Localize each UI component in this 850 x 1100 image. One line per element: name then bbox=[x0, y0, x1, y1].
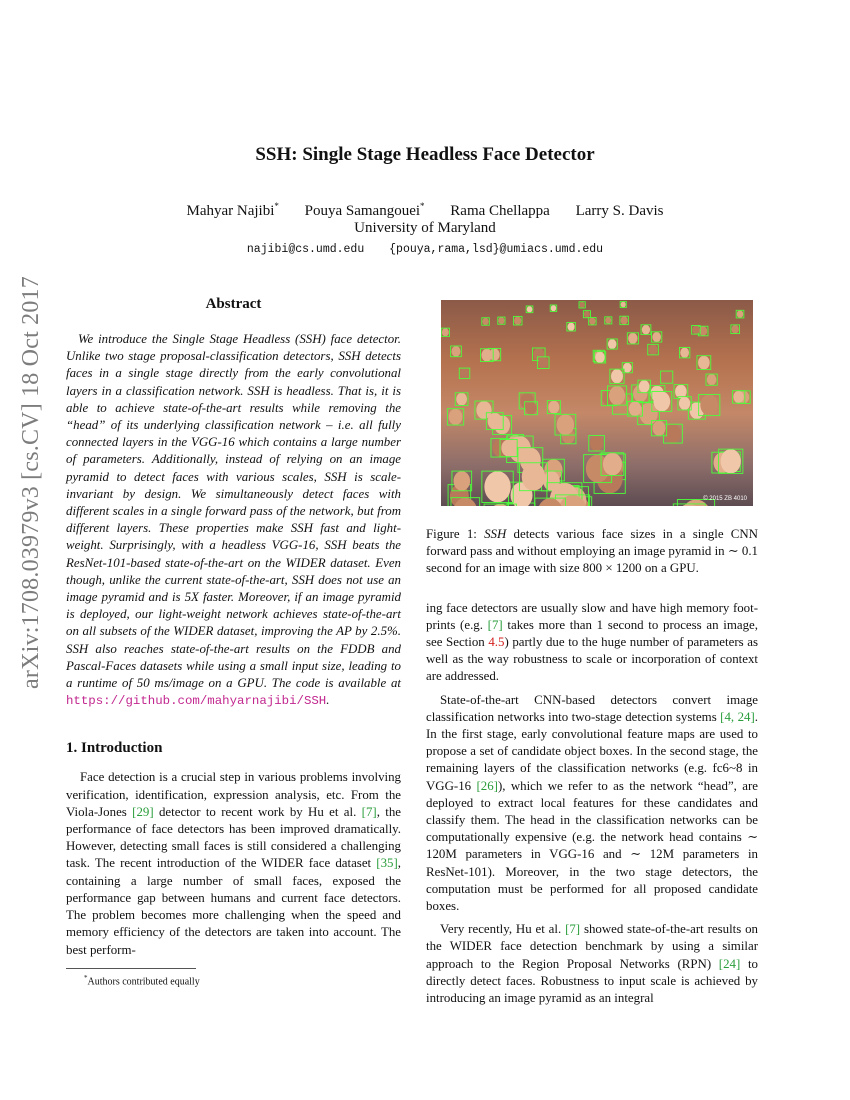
face-detection-boxes bbox=[441, 300, 753, 506]
right-column bbox=[426, 300, 758, 1007]
author-1: Mahyar Najibi* bbox=[186, 201, 279, 219]
citation-26[interactable]: [26] bbox=[476, 778, 498, 793]
intro-paragraph: Face detection is a crucial step in various problems involving verification, identification, expression analysis, etc. From the Viola-Jones [29] detector to recent work by Hu et al. [7], the performance of face detectors has been improved dramatically. However, detecting small faces is still considered a challenging task. The recent introduction of the WIDER face dataset [35], containing a large number of small faces, exposed the performance gap between humans and current face detectors. The problem becomes more challenging when the speed and memory efficiency of the detectors are taken into account. The best perform- bbox=[66, 770, 401, 957]
face bbox=[501, 439, 515, 456]
author-4: Larry S. Davis bbox=[575, 203, 664, 219]
face bbox=[609, 386, 625, 405]
face bbox=[608, 339, 616, 349]
face bbox=[737, 310, 743, 318]
face bbox=[642, 325, 650, 335]
author-2: Pouya Samangouei* bbox=[304, 201, 425, 219]
author-3: Rama Chellappa bbox=[450, 203, 550, 219]
abstract-text: We introduce the Single Stage Headless (SSH) face detector. Unlike two stage proposal-classification detectors, SSH detects faces in a single stage directly from the early convolutional layers in a classification network. SSH is headless. That is, it is able to achieve state-of-the-art results while removing the “head” of its underlying classification network – i.e. all fully connected layers in the VGG-16 which contains a large number of parameters. Additionally, instead of relying on an image pyramid to detect faces with various scales, SSH is scale-invariant by design. We simultaneously detect faces with different scales in a single forward pass of the network, but from different layers. These properties make SSH fast and light-weight. Surprisingly, with a headless VGG-16, SSH beats the ResNet-101-based state-of-the-art on the WIDER dataset. Even though, unlike the current state-of-the-art, SSH does not use an image pyramid and is 5X faster. Moreover, if an image pyramid is deployed, our light-weight network achieves state-of-the-art on all subsets of the WIDER dataset, improving the AP by 2.5%. SSH also reaches state-of-the-art results on the FDDB and Pascal-Faces datasets while using a small input size, leading to a runtime of 50 ms/image on a GPU. The code is available at bbox=[66, 332, 401, 691]
face bbox=[484, 471, 510, 502]
face bbox=[707, 374, 716, 385]
face bbox=[498, 317, 504, 324]
left-column bbox=[66, 296, 401, 987]
figure-caption: Figure 1: SSH detects various face sizes in a single CNN forward pass and without employing an image pyramid in ∼ 0.1 second for an image with size 800 × 1200 on a GPU. bbox=[426, 527, 758, 576]
face bbox=[451, 346, 460, 357]
figure-crowd-image bbox=[441, 300, 753, 506]
citation-7-right[interactable]: [7] bbox=[487, 617, 503, 632]
face bbox=[653, 421, 666, 436]
section-ref-4-5[interactable]: 4.5 bbox=[488, 635, 505, 650]
image-credit: © 2015 ZB 4010 bbox=[703, 496, 747, 502]
face bbox=[589, 318, 595, 325]
face bbox=[652, 332, 661, 342]
face bbox=[460, 368, 469, 378]
face bbox=[557, 414, 574, 435]
face bbox=[721, 449, 741, 473]
email-1: najibi@cs.umd.edu bbox=[246, 243, 365, 256]
face bbox=[488, 413, 502, 430]
face bbox=[568, 322, 575, 331]
face bbox=[621, 316, 628, 324]
author-emails bbox=[0, 243, 850, 256]
citation-4-24[interactable]: [4, 24] bbox=[720, 709, 755, 724]
face bbox=[580, 302, 585, 308]
paragraph-three: Very recently, Hu et al. [7] showed state-of-the-art results on the WIDER face detection benchmark by using a similar approach to the Region Proposal Networks (RPN) [24] to directly detect faces. Robustness to input scale is achieved by introducing an image pyramid as an integral bbox=[426, 922, 758, 1006]
right-body-text bbox=[426, 600, 758, 1008]
arxiv-identifier: arXiv:1708.03979v3 [cs.CV] 18 Oct 2017 bbox=[17, 276, 44, 689]
face bbox=[700, 394, 718, 415]
face bbox=[590, 435, 603, 451]
face bbox=[639, 380, 650, 393]
footnote: *Authors contributed equally bbox=[84, 973, 200, 988]
face bbox=[584, 311, 590, 318]
citation-7[interactable]: [7] bbox=[361, 804, 377, 819]
arxiv-side-stamp bbox=[14, 195, 48, 770]
footnote-rule bbox=[66, 968, 196, 969]
face bbox=[603, 453, 622, 476]
face bbox=[680, 347, 689, 357]
code-link[interactable]: https://github.com/mahyarnajibi/SSH bbox=[66, 694, 327, 709]
face bbox=[481, 349, 492, 362]
email-2: {pouya,rama,lsd}@umiacs.umd.edu bbox=[389, 243, 604, 256]
face bbox=[628, 333, 637, 344]
face bbox=[527, 306, 533, 313]
face bbox=[662, 371, 672, 383]
face bbox=[692, 326, 699, 335]
face bbox=[595, 352, 605, 363]
face bbox=[653, 391, 670, 411]
face bbox=[449, 409, 463, 425]
face bbox=[733, 391, 743, 403]
citation-24[interactable]: [24] bbox=[718, 956, 741, 971]
face bbox=[629, 401, 641, 416]
face bbox=[649, 344, 658, 355]
citation-29[interactable]: [29] bbox=[132, 804, 154, 819]
face bbox=[456, 393, 467, 406]
citation-35[interactable]: [35] bbox=[376, 856, 398, 871]
face bbox=[454, 471, 471, 491]
face bbox=[538, 357, 548, 369]
continued-paragraph: ing face detectors are usually slow and have high memory foot-prints (e.g. [7] takes more than 1 second to process an image, see Section 4.5) partly due to the huge number of parameters as well as the way robustness to scale or incorporation of context are addressed. bbox=[426, 600, 758, 684]
face bbox=[679, 397, 690, 410]
face bbox=[526, 402, 537, 415]
face bbox=[621, 301, 626, 307]
paper-title: SSH: Single Stage Headless Face Detector bbox=[255, 144, 595, 165]
author-list bbox=[0, 201, 850, 220]
face bbox=[732, 325, 739, 334]
face bbox=[611, 369, 623, 383]
face bbox=[605, 317, 611, 324]
face bbox=[522, 463, 545, 491]
face bbox=[698, 356, 710, 370]
abstract-body: We introduce the Single Stage Headless (SSH) face detector. Unlike two stage proposal-classification detectors, SSH detects faces in a single stage directly from the early convolutional layers in a classification network. SSH is headless. That is, it is able to achieve state-of-the-art results while removing the “head” of its underlying classification network – i.e. all fully connected layers in the VGG-16 which contains a large number of parameters. Additionally, instead of relying on an image pyramid to detect faces with various scales, SSH is scale-invariant by design. We simultaneously detect faces with different scales in a single forward pass of the network, but from different layers. These properties make SSH fast and light-weight. Surprisingly, with a headless VGG-16, SSH beats the ResNet-101-based state-of-the-art on the WIDER dataset. Even though, unlike the current state-of-the-art, SSH does not use an image pyramid and is 5X faster. Moreover, if an image pyramid is deployed, our light-weight network achieves state-of-the-art on all subsets of the WIDER dataset, improving the AP by 2.5%. SSH also reaches state-of-the-art results on the FDDB and Pascal-Faces datasets while using a small input size, leading to a runtime of 50 ms/image on a GPU. The code is available at https://github.com/mahyarnajibi/SSH. bbox=[66, 332, 401, 709]
abstract-heading: Abstract bbox=[205, 296, 262, 312]
face bbox=[548, 401, 559, 414]
face bbox=[482, 318, 488, 325]
face bbox=[514, 316, 521, 325]
citation-7-second[interactable]: [7] bbox=[565, 922, 581, 937]
face bbox=[551, 305, 556, 311]
introduction-heading: 1. Introduction bbox=[66, 740, 163, 757]
affiliation: University of Maryland bbox=[354, 220, 496, 236]
paragraph-two: State-of-the-art CNN-based detectors convert image classification networks into two-stage detection systems [4, 24]. In the first stage, early convolutional feature maps are used to propose a set of candidate object boxes. In the second stage, the remaining layers of the classification networks (e.g. fc6~8 in VGG-16 [26]), which we refer to as the network “head”, are deployed to extract local features for these candidates and classify them. The head in the classification networks can be computationally expensive (e.g. the network head contains ∼ 120M parameters in VGG-16 and ∼ 12M parameters in ResNet-101). Moreover, in the two stage detectors, the computation must be performed for all proposed candidate boxes. bbox=[426, 692, 758, 914]
face bbox=[665, 424, 681, 443]
face bbox=[442, 328, 449, 336]
